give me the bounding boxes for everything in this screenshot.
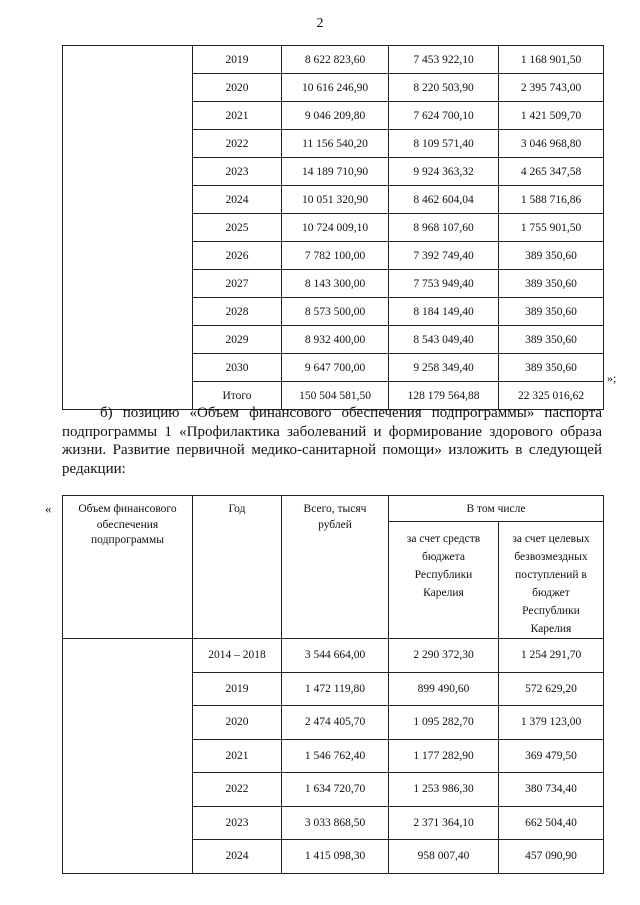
grants-cell: 3 046 968,80 — [499, 130, 604, 158]
year-cell: 2022 — [193, 130, 282, 158]
grants-cell: 380 734,40 — [499, 773, 604, 807]
year-cell: 2030 — [193, 354, 282, 382]
budget-cell: 2 371 364,10 — [389, 806, 499, 840]
budget-cell: 1 095 282,70 — [389, 706, 499, 740]
year-cell: 2026 — [193, 242, 282, 270]
budget-cell: 7 453 922,10 — [389, 46, 499, 74]
header-position: Объем финансового обеспечения подпрограммы — [63, 496, 193, 639]
grants-cell: 1 421 509,70 — [499, 102, 604, 130]
grants-cell: 1 379 123,00 — [499, 706, 604, 740]
funding-table-continued — [62, 45, 604, 410]
budget-cell: 8 184 149,40 — [389, 298, 499, 326]
header-budget: за счет средств бюджета Республики Карелия — [389, 522, 499, 639]
grants-cell: 389 350,60 — [499, 270, 604, 298]
grants-cell: 2 395 743,00 — [499, 74, 604, 102]
total-cell: 14 189 710,90 — [282, 158, 389, 186]
grants-cell: 389 350,60 — [499, 298, 604, 326]
position-cell — [63, 46, 193, 410]
budget-cell: 8 462 604,04 — [389, 186, 499, 214]
year-cell: 2027 — [193, 270, 282, 298]
budget-cell: 2 290 372,30 — [389, 639, 499, 673]
total-cell: 1 415 098,30 — [282, 840, 389, 874]
total-cell: 3 033 868,50 — [282, 806, 389, 840]
year-cell: 2028 — [193, 298, 282, 326]
grants-cell: 662 504,40 — [499, 806, 604, 840]
grants-cell: 369 479,50 — [499, 739, 604, 773]
grants-cell: 389 350,60 — [499, 242, 604, 270]
budget-cell: 1 177 282,90 — [389, 739, 499, 773]
grants-cell: 1 588 716,86 — [499, 186, 604, 214]
grants-cell: 4 265 347,58 — [499, 158, 604, 186]
subprogram-funding-table — [62, 495, 604, 874]
year-cell: 2025 — [193, 214, 282, 242]
year-cell: Итого — [193, 382, 282, 410]
amendment-paragraph: б) позицию «Объем финансового обеспечения подпрограммы» паспорта подпрограммы 1 «Профилактика заболеваний и формирование здорового образа жизни. Развитие первичной медико-санитарной помощи» изложить в следующей редакции: — [62, 405, 602, 477]
closing-quote: »; — [607, 371, 617, 385]
budget-cell: 128 179 564,88 — [389, 382, 499, 410]
budget-cell: 1 253 986,30 — [389, 773, 499, 807]
header-including: В том числе — [389, 496, 604, 522]
total-cell: 10 616 246,90 — [282, 74, 389, 102]
total-cell: 8 143 300,00 — [282, 270, 389, 298]
year-cell: 2020 — [193, 74, 282, 102]
year-cell: 2029 — [193, 326, 282, 354]
total-cell: 2 474 405,70 — [282, 706, 389, 740]
budget-cell: 8 543 049,40 — [389, 326, 499, 354]
total-cell: 8 573 500,00 — [282, 298, 389, 326]
total-cell: 8 932 400,00 — [282, 326, 389, 354]
total-cell: 3 544 664,00 — [282, 639, 389, 673]
total-cell: 1 634 720,70 — [282, 773, 389, 807]
grants-cell: 1 254 291,70 — [499, 639, 604, 673]
grants-cell: 457 090,90 — [499, 840, 604, 874]
total-cell: 11 156 540,20 — [282, 130, 389, 158]
budget-cell: 9 924 363,32 — [389, 158, 499, 186]
position-cell — [63, 639, 193, 874]
total-cell: 8 622 823,60 — [282, 46, 389, 74]
opening-quote: « — [45, 501, 52, 516]
budget-cell: 899 490,60 — [389, 672, 499, 706]
total-cell: 10 051 320,90 — [282, 186, 389, 214]
year-cell: 2024 — [193, 840, 282, 874]
budget-cell: 8 968 107,60 — [389, 214, 499, 242]
total-cell: 9 647 700,00 — [282, 354, 389, 382]
budget-cell: 8 109 571,40 — [389, 130, 499, 158]
year-cell: 2020 — [193, 706, 282, 740]
year-cell: 2019 — [193, 46, 282, 74]
page-number: 2 — [316, 16, 324, 31]
budget-cell: 8 220 503,90 — [389, 74, 499, 102]
budget-cell: 9 258 349,40 — [389, 354, 499, 382]
grants-cell: 1 755 901,50 — [499, 214, 604, 242]
year-cell: 2019 — [193, 672, 282, 706]
year-cell: 2021 — [193, 739, 282, 773]
total-cell: 1 546 762,40 — [282, 739, 389, 773]
total-cell: 1 472 119,80 — [282, 672, 389, 706]
table-row — [63, 46, 604, 74]
budget-cell: 7 753 949,40 — [389, 270, 499, 298]
grants-cell: 22 325 016,62 — [499, 382, 604, 410]
header-year: Год — [193, 496, 282, 639]
year-cell: 2021 — [193, 102, 282, 130]
grants-cell: 389 350,60 — [499, 354, 604, 382]
grants-cell: 1 168 901,50 — [499, 46, 604, 74]
budget-cell: 7 624 700,10 — [389, 102, 499, 130]
year-cell: 2023 — [193, 158, 282, 186]
year-cell: 2023 — [193, 806, 282, 840]
total-cell: 9 046 209,80 — [282, 102, 389, 130]
total-cell: 10 724 009,10 — [282, 214, 389, 242]
table-row — [63, 639, 604, 673]
header-grants: за счет целевых безвозмездных поступлений в бюджет Республики Карелия — [499, 522, 604, 639]
year-cell: 2022 — [193, 773, 282, 807]
header-total: Всего, тысяч рублей — [282, 496, 389, 639]
year-cell: 2014 – 2018 — [193, 639, 282, 673]
budget-cell: 958 007,40 — [389, 840, 499, 874]
budget-cell: 7 392 749,40 — [389, 242, 499, 270]
grants-cell: 572 629,20 — [499, 672, 604, 706]
grants-cell: 389 350,60 — [499, 326, 604, 354]
year-cell: 2024 — [193, 186, 282, 214]
total-cell: 7 782 100,00 — [282, 242, 389, 270]
total-cell: 150 504 581,50 — [282, 382, 389, 410]
